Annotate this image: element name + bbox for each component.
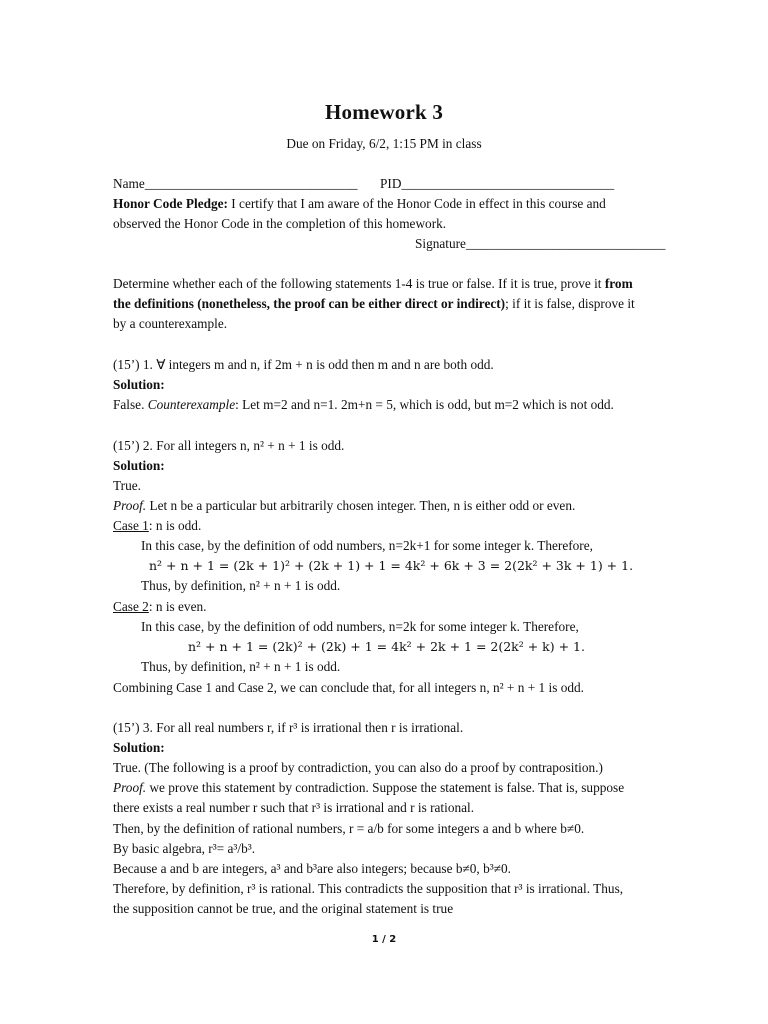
proof-label: Proof. — [113, 498, 147, 513]
case-2-definition: In this case, by the definition of odd numbers, n=2k for some integer k. Therefore, — [141, 619, 579, 634]
case-2-equation: n² + n + 1 = (2k)² + (2k) + 1 = 4k² + 2k + 1 = 2(2k² + k) + 1. — [188, 639, 585, 654]
name-field-line — [113, 176, 358, 192]
intro-bold: from — [604, 276, 633, 291]
case-1-label: Case 1 — [113, 518, 149, 533]
intro-bold: the definitions (nonetheless, the proof can be either direct or indirect) — [113, 296, 506, 311]
question-3-line-1: True. (The following is a proof by contradiction, you can also do a proof by contraposition.) — [113, 760, 603, 775]
question-3-line-7: Therefore, by definition, r³ is rational. This contradicts the supposition that r³ is irrational. Thus, — [113, 881, 624, 896]
signature-line — [415, 236, 665, 252]
pid-blank: ________________________________ — [401, 176, 615, 191]
honor-pledge-line-1 — [113, 196, 606, 212]
page-number: 1 / 2 — [371, 934, 397, 945]
question-1-solution-label: Solution: — [113, 377, 165, 392]
honor-pledge-text: I certify that I am aware of the Honor Code in effect in this course and — [227, 196, 606, 211]
question-3-line-6: Because a and b are integers, a³ and b³are also integers; because b≠0, b³≠0. — [113, 861, 511, 876]
signature-label: Signature — [415, 236, 466, 251]
question-2-verdict: True. — [113, 478, 141, 493]
question-3-solution-label: Solution: — [113, 740, 165, 755]
answer-text: : Let m=2 and n=1. 2m+n = 5, which is odd, but m=2 which is not odd. — [235, 397, 614, 412]
intro-line-1 — [113, 276, 633, 292]
question-3-line-5: By basic algebra, r³= a³/b³. — [113, 841, 256, 856]
proof-text: we prove this statement by contradiction. Suppose the statement is false. That is, suppose — [146, 780, 625, 795]
due-date: Due on Friday, 6/2, 1:15 PM in class — [286, 136, 482, 151]
case-2-label: Case 2 — [113, 599, 149, 614]
case-2-conclusion: Thus, by definition, n² + n + 1 is odd. — [141, 659, 341, 674]
intro-line-2 — [113, 296, 635, 312]
question-2-proof-intro — [113, 498, 575, 514]
case-2-text: : n is even. — [148, 599, 207, 614]
answer-verdict: False. — [113, 397, 148, 412]
question-1-answer — [113, 397, 614, 413]
counterexample-label: Counterexample — [147, 397, 236, 412]
page-title: Homework 3 — [324, 100, 444, 124]
question-2-combined-conclusion: Combining Case 1 and Case 2, we can conclude that, for all integers n, n² + n + 1 is odd. — [113, 680, 584, 695]
case-1-conclusion: Thus, by definition, n² + n + 1 is odd. — [141, 578, 341, 593]
case-1-definition: In this case, by the definition of odd numbers, n=2k+1 for some integer k. Therefore, — [141, 538, 593, 553]
intro-text: Determine whether each of the following statements 1-4 is true or false. If it is true, prove it — [113, 276, 605, 291]
case-1-equation: n² + n + 1 = (2k + 1)² + (2k + 1) + 1 = 4k² + 6k + 3 = 2(2k² + 3k + 1) + 1. — [149, 558, 634, 573]
intro-line-3: by a counterexample. — [113, 316, 228, 331]
question-3-statement: (15’) 3. For all real numbers r, if r³ is irrational then r is irrational. — [113, 720, 464, 735]
honor-pledge-line-2: observed the Honor Code in the completion of this homework. — [113, 216, 447, 231]
intro-text: ; if it is false, disprove it — [505, 296, 635, 311]
question-3-line-3: there exists a real number r such that r³ is irrational and r is rational. — [113, 800, 475, 815]
case-1-heading — [113, 518, 201, 534]
question-2-statement: (15’) 2. For all integers n, n² + n + 1 is odd. — [113, 438, 345, 453]
pid-label: PID — [380, 176, 402, 191]
question-1-statement: (15’) 1. ∀ integers m and n, if 2m + n is odd then m and n are both odd. — [113, 357, 494, 372]
name-blank: ________________________________ — [144, 176, 358, 191]
case-2-heading — [113, 599, 206, 615]
honor-pledge-label: Honor Code Pledge: — [113, 196, 228, 211]
case-1-text: : n is odd. — [148, 518, 202, 533]
name-label: Name — [113, 176, 145, 191]
pid-field-line — [380, 176, 614, 192]
proof-text: Let n be a particular but arbitrarily chosen integer. Then, n is either odd or even. — [146, 498, 576, 513]
proof-label: Proof. — [113, 780, 147, 795]
question-2-solution-label: Solution: — [113, 458, 165, 473]
question-3-line-8: the supposition cannot be true, and the original statement is true — [113, 901, 454, 916]
question-3-line-4: Then, by the definition of rational numbers, r = a/b for some integers a and b where b≠0. — [113, 821, 585, 836]
signature-blank: ______________________________ — [465, 236, 666, 251]
question-3-line-2 — [113, 780, 624, 796]
